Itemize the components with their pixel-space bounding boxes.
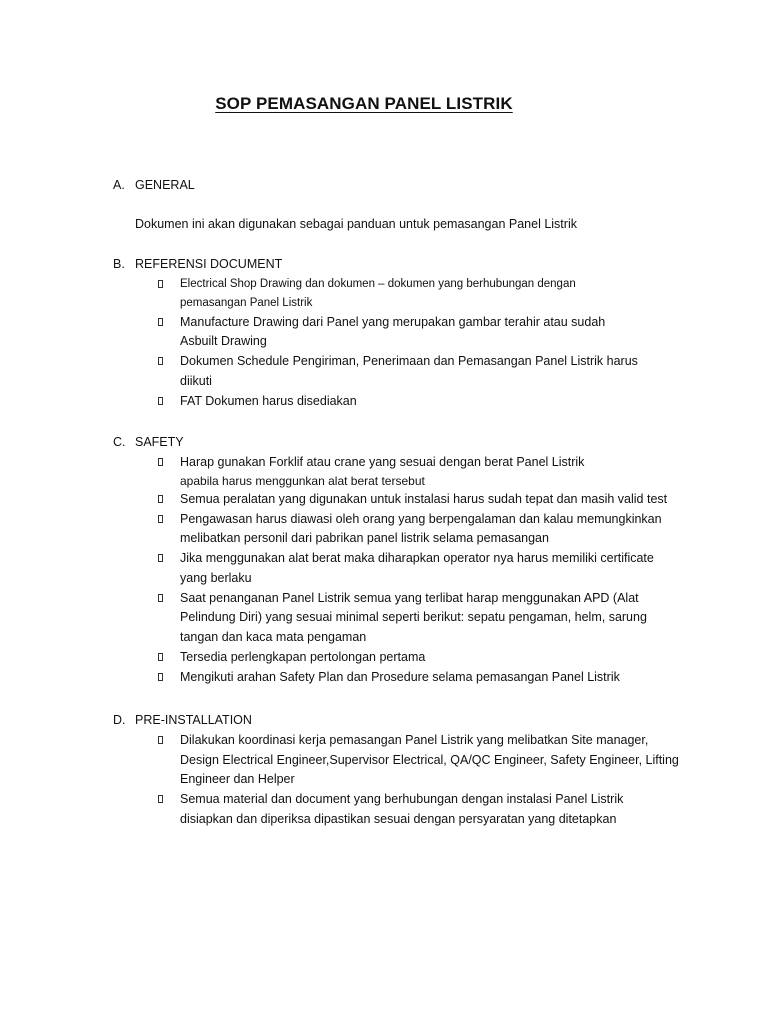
section-letter: A. — [113, 178, 125, 192]
bullet-box-icon — [158, 515, 163, 523]
section-general — [113, 176, 713, 233]
list-item-line: Pelindung Diri) yang sesuai minimal seperti berikut: sepatu pengaman, helm, sarung — [180, 610, 647, 624]
list-item-line: FAT Dokumen harus disediakan — [180, 393, 357, 408]
bullet-box-icon — [158, 357, 163, 365]
list-item-line: Semua material dan document yang berhubungan dengan instalasi Panel Listrik — [180, 792, 624, 806]
list-item-line: Tersedia perlengkapan pertolongan pertama — [180, 649, 426, 664]
bullet-box-icon — [158, 397, 163, 405]
bullet-box-icon — [158, 554, 163, 562]
document-title: SOP PEMASANGAN PANEL LISTRIK — [215, 94, 513, 113]
list-item-line: yang berlaku — [180, 570, 252, 585]
list-item-line: Dokumen Schedule Pengiriman, Penerimaan dan Pemasangan Panel Listrik harus — [180, 354, 638, 368]
bullet-list-referensi — [113, 275, 713, 411]
section-letter: B. — [113, 257, 125, 271]
general-description: Dokumen ini akan digunakan sebagai panduan untuk pemasangan Panel Listrik — [135, 217, 577, 231]
bullet-box-icon — [158, 673, 163, 681]
section-title: GENERAL — [135, 178, 195, 192]
section-safety — [113, 433, 713, 688]
list-item-line: melibatkan personil dari pabrikan panel listrik selama pemasangan — [180, 531, 549, 545]
list-item-line: Manufacture Drawing dari Panel yang merupakan gambar terahir atau sudah — [180, 314, 606, 329]
list-item-line: Engineer dan Helper — [180, 772, 295, 786]
bullet-box-icon — [158, 653, 163, 661]
section-referensi — [113, 255, 713, 412]
bullet-box-icon — [158, 495, 163, 503]
section-letter: C. — [113, 435, 126, 449]
list-item-line: Saat penanganan Panel Listrik semua yang terlibat harap menggunakan APD (Alat — [180, 590, 639, 605]
list-item-line: tangan dan kaca mata pengaman — [180, 629, 367, 644]
list-item — [113, 731, 713, 790]
list-item — [113, 453, 713, 489]
list-item-line: apabila harus menggunkan alat berat tersebut — [180, 473, 425, 488]
section-heading-general — [113, 176, 713, 194]
bullet-box-icon — [158, 458, 163, 466]
list-item-line: Dilakukan koordinasi kerja pemasangan Panel Listrik yang melibatkan Site manager, — [180, 733, 649, 747]
bullet-list-safety — [113, 453, 713, 687]
bullet-box-icon — [158, 594, 163, 602]
section-preinstallation — [113, 711, 713, 830]
bullet-box-icon — [158, 736, 163, 744]
list-item-line: Mengikuti arahan Safety Plan dan Prosedure selama pemasangan Panel Listrik — [180, 669, 620, 684]
bullet-box-icon — [158, 318, 163, 326]
list-item-line: Design Electrical Engineer,Supervisor Electrical, QA/QC Engineer, Safety Engineer, Lifting — [180, 752, 679, 767]
section-heading-preinstallation — [113, 711, 713, 729]
list-item-line: Jika menggunakan alat berat maka diharapkan operator nya harus memiliki certificate — [180, 551, 654, 565]
list-item — [113, 668, 713, 688]
list-item-line: Semua peralatan yang digunakan untuk instalasi harus sudah tepat dan masih valid test — [180, 491, 668, 506]
list-item — [113, 648, 713, 668]
bullet-box-icon — [158, 280, 163, 288]
list-item-line: Harap gunakan Forklif atau crane yang sesuai dengan berat Panel Listrik — [180, 455, 585, 469]
list-item-line: diikuti — [180, 373, 212, 388]
list-item — [113, 549, 713, 588]
list-item — [113, 589, 713, 648]
list-item — [113, 790, 713, 829]
list-item — [113, 490, 713, 510]
list-item-line: Asbuilt Drawing — [180, 334, 267, 348]
section-heading-safety — [113, 433, 713, 451]
bullet-box-icon — [158, 795, 163, 803]
list-item — [113, 392, 713, 412]
section-title: SAFETY — [135, 435, 184, 449]
section-letter: D. — [113, 713, 126, 727]
section-title: PRE-INSTALLATION — [135, 713, 252, 727]
list-item-line: pemasangan Panel Listrik — [180, 296, 313, 309]
list-item — [113, 313, 713, 352]
list-item — [113, 510, 713, 549]
list-item — [113, 275, 713, 312]
list-item-line: disiapkan dan diperiksa dipastikan sesuai dengan persyaratan yang ditetapkan — [180, 811, 617, 826]
list-item — [113, 352, 713, 391]
list-item-line: Electrical Shop Drawing dan dokumen – dokumen yang berhubungan dengan — [180, 278, 576, 290]
section-heading-referensi — [113, 255, 713, 273]
section-title: REFERENSI DOCUMENT — [135, 257, 283, 271]
bullet-list-preinstallation — [113, 731, 713, 829]
list-item-line: Pengawasan harus diawasi oleh orang yang berpengalaman dan kalau memungkinkan — [180, 511, 662, 526]
